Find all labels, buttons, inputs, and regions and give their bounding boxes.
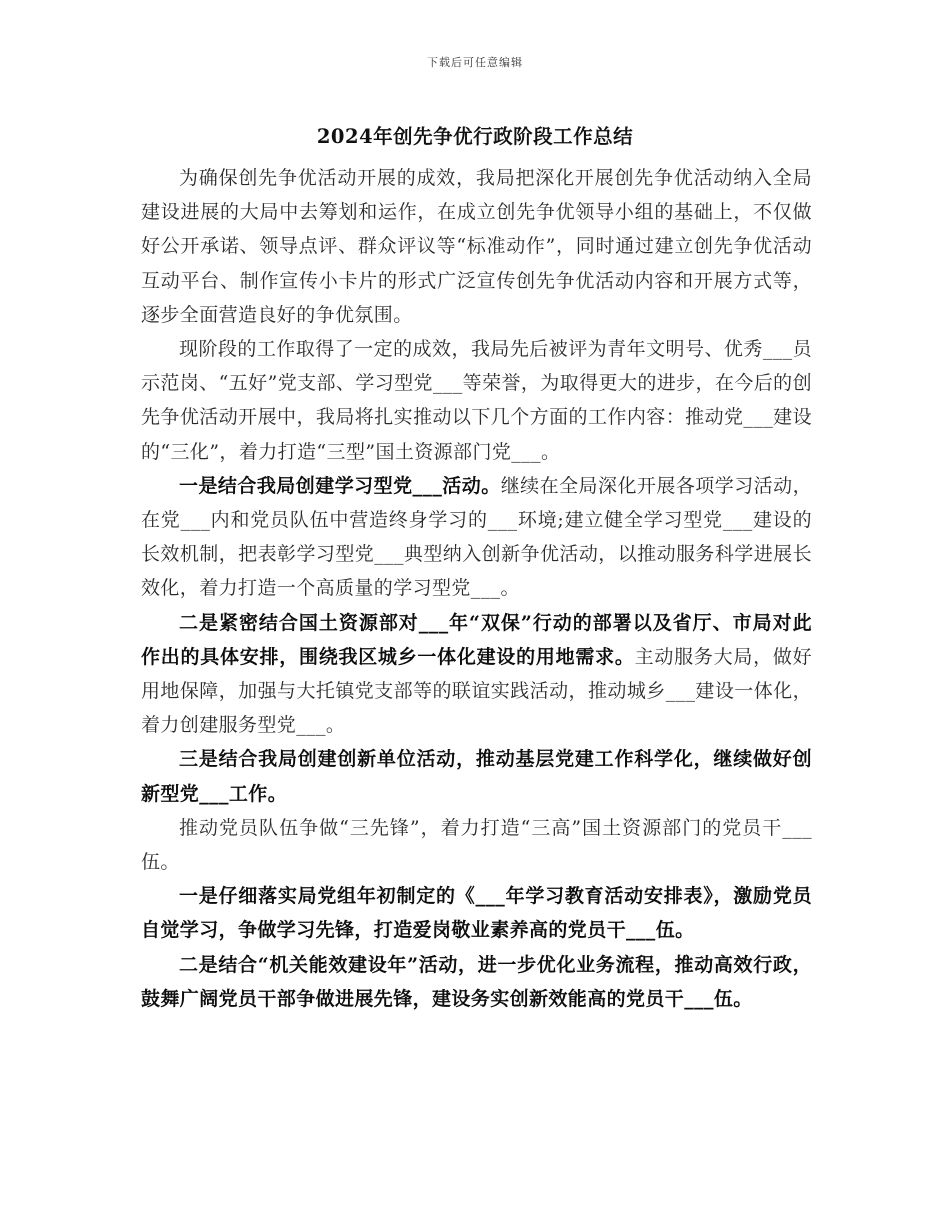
paragraph-5	[141, 742, 812, 810]
paragraph-lead: 二是结合“机关能效建设年”活动，进一步优化业务流程，推动高效行政，鼓舞广阔党员干部争做进展先锋，建设务实创新效能高的党员干___伍。	[141, 953, 812, 1010]
paragraph-4	[141, 606, 812, 743]
paragraph-lead: 二是紧密结合国土资源部对___年“双保”行动的部署以及省厅、市局对此作出的具体安排，围绕我区城乡一体化建设的用地需求。	[141, 611, 812, 668]
paragraph-text: 为确保创先争优活动开展的成效，我局把深化开展创先争优活动纳入全局建设进展的大局中去筹划和运作，在成立创先争优领导小组的基础上，不仅做好公开承诺、领导点评、群众评议等“标准动作”，同时通过建立创先争优活动互动平台、制作宣传小卡片的形式广泛宣传创先争优活动内容和开展方式等，逐步全面营造良好的争优氛围。	[141, 167, 812, 326]
paragraph-7	[141, 879, 812, 947]
paragraph-1	[141, 161, 812, 332]
paragraph-lead: 一是结合我局创建学习型党___活动。	[179, 474, 501, 497]
paragraph-text: 推动党员队伍争做“三先锋”，着力打造“三高”国土资源部门的党员干___伍。	[141, 816, 812, 874]
document-title: 2024年创先争优行政阶段工作总结	[316, 125, 634, 148]
document-body	[141, 161, 812, 1016]
paragraph-3	[141, 469, 812, 606]
paragraph-8	[141, 948, 812, 1016]
paragraph-text: 现阶段的工作取得了一定的成效，我局先后被评为青年文明号、优秀___员示范岗、“五好”党支部、学习型党___等荣誉，为取得更大的进步，在今后的创先争优活动开展中，我局将扎实推动以下几个方面的工作内容：推动党___建设的“三化”，着力打造“三型”国土资源部门党___。	[141, 338, 812, 463]
paragraph-text: 主动服务大局，做好用地保障，加强与大托镇党支部等的联谊实践活动，推动城乡___建设一体化，着力创建服务型党___。	[141, 645, 812, 737]
paragraph-2	[141, 332, 812, 469]
paragraph-text: 继续在全局深化开展各项学习活动，在党___内和党员队伍中营造终身学习的___环境;建立健全学习型党___建设的长效机制，把表彰学习型党___典型纳入创新争优活动，以推动服务科学进展长效化，着力打造一个高质量的学习型党___。	[141, 474, 813, 600]
paragraph-6	[141, 811, 812, 879]
paragraph-lead: 三是结合我局创建创新单位活动，推动基层党建工作科学化，继续做好创新型党___工作。	[141, 748, 812, 805]
paragraph-lead: 一是仔细落实局党组年初制定的《___年学习教育活动安排表》，激励党员自觉学习，争做学习先锋，打造爱岗敬业素养高的党员干___伍。	[141, 885, 812, 942]
header-note: 下载后可任意编辑	[427, 56, 523, 69]
